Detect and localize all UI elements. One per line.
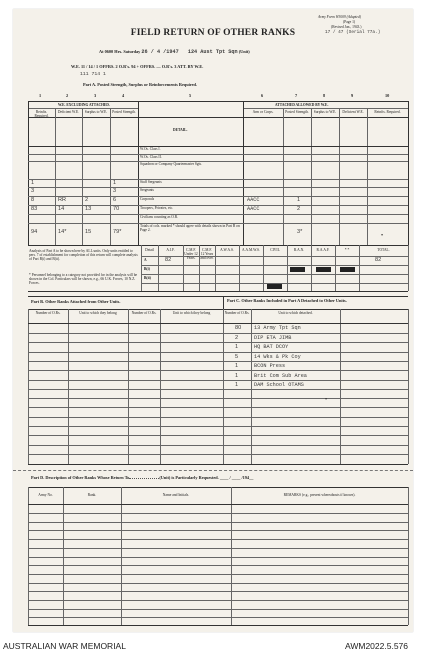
detail-label: Civilians counting as O.R. xyxy=(140,215,179,219)
detail-label: Troopers, Privates, etc. xyxy=(140,206,174,210)
part-b-column-header: Unit to which they belong xyxy=(172,311,211,315)
left-column-header: Posted Strength. xyxy=(112,110,136,114)
column-number: 4 xyxy=(122,93,125,98)
we-line: W.E. 11 / 14 / 1 OFFRS. 2 O.R's. 94 + OFFRS. — O.R's. 3 ATT. BY W.E. xyxy=(71,64,204,69)
analysis-column-header: A.A.M.W.S. xyxy=(242,248,260,252)
analysis-column-header: A.W.A.S. xyxy=(220,248,234,252)
column-number: 2 xyxy=(66,93,69,98)
part-c-title: Part C. Other Ranks Included in Part A Detached to Other Units. xyxy=(227,298,347,303)
right-column-header: Deficient W.E. xyxy=(342,110,364,114)
redaction-block xyxy=(340,267,355,272)
part-b-column-header: Number of O.Rs. xyxy=(131,311,157,315)
detail-label: Staff Sergeants xyxy=(140,180,162,184)
part-b-column-header: Unit to which they belong xyxy=(79,311,117,315)
unit-name: 124 Aust Tpt Sqn xyxy=(187,49,238,55)
redaction-block xyxy=(316,267,331,272)
cell-value: 1 xyxy=(31,180,35,186)
right-column-header: Reinfts. Required. xyxy=(374,110,401,114)
detached-unit: HQ BAT DCOY xyxy=(254,344,289,350)
part-d-column-header: REMARKS (e.g., present whereabouts if known). xyxy=(283,493,356,497)
detail-label: W.Os. Class II. xyxy=(140,155,162,159)
detail-label: Sergeants xyxy=(140,188,154,192)
analysis-total-value: 82 xyxy=(375,257,382,263)
part-c-column-header: Unit to which detached. xyxy=(278,311,313,315)
part-d-column-header: Rank. xyxy=(87,493,97,497)
analysis-row-label: B(ii) xyxy=(144,276,151,280)
attached-posted-strength: 3* xyxy=(297,229,303,235)
left-group-header: W.E. EXCLUDING ATTACHED. xyxy=(58,103,110,107)
analysis-row-label: A xyxy=(144,258,147,262)
part-a-title: Part A. Posted Strength, Surplus or Reinforcements Required. xyxy=(83,82,198,87)
part-b-column-header: Number of O.Rs. xyxy=(35,311,61,315)
column-number: 9 xyxy=(351,93,354,98)
detached-count: 1 xyxy=(235,372,239,379)
analysis-column-header: TOTAL. xyxy=(377,248,390,252)
detached-unit: BCON Press xyxy=(254,363,286,369)
analysis-column-header: C.M.F. Under 12 Years. xyxy=(184,248,198,260)
cell-value: 94 xyxy=(31,229,38,235)
cell-value: 14* xyxy=(58,229,67,235)
column-number: 1 xyxy=(39,93,42,98)
attached-posted-strength: 1 xyxy=(297,197,301,203)
cell-value: 13 xyxy=(85,206,92,212)
redaction-block xyxy=(290,267,305,272)
column-number: 3 xyxy=(94,93,97,98)
detail-label: Corporals xyxy=(140,197,155,201)
cell-value: 6 xyxy=(113,197,117,203)
right-column-header: Posted Strength. xyxy=(285,110,309,114)
detached-count: 80 xyxy=(235,325,242,331)
footer-credit: AUSTRALIAN WAR MEMORIAL xyxy=(3,641,126,651)
form-page xyxy=(13,9,413,632)
part-b-title: Part B. Other Ranks Attached from Other Units. xyxy=(31,299,121,304)
detached-unit: Brit Com Sub Area xyxy=(254,372,307,379)
detail-label: W.Os. Class I. xyxy=(140,147,161,151)
analysis-column-header: A.I.F. xyxy=(166,248,175,252)
detached-count: 5 xyxy=(235,353,239,360)
right-column-header: Surplus to W.E. xyxy=(313,110,337,114)
cell-value: 14 xyxy=(58,206,65,212)
detail-label: Totals of cols. marked * should agree with details shown in Part B on Page 2. xyxy=(140,224,240,233)
analysis-column-header: Detail xyxy=(145,248,154,252)
analysis-column-header: C.M.F. 12 Years and over. xyxy=(200,248,214,260)
right-column-header: Arm or Corps. xyxy=(252,110,274,114)
detached-unit: 14 Wks & Pk Coy xyxy=(254,353,301,360)
part-d-title: Part D. Description of Other Ranks Whose Return To (Unit) is Particularly Requested. ____ / ____ /194__ xyxy=(31,475,254,480)
left-column-header: Reinfts. Required. xyxy=(34,110,49,118)
cell-value: 83 xyxy=(31,206,38,212)
analysis-column-header: R.A.N. xyxy=(293,248,305,252)
part-d-column-header: Army No. xyxy=(38,493,53,497)
analysis-note: Analysis of Part A to be shown here by ALL units. Only units entitled to pers. 7 of establishment for completion of this return will complete analysis of Part B(i) and B(ii). xyxy=(29,249,138,261)
detached-unit: DAM School OTAMS xyxy=(254,382,304,388)
return-date: 26 / 4 /1947 xyxy=(141,49,179,55)
footer-catalogue-number: AWM2022.5.576 xyxy=(345,641,408,651)
attached-posted-strength: 2 xyxy=(297,206,301,212)
part-c-column-header: Number of O.Rs. xyxy=(224,311,250,315)
detached-count: 1 xyxy=(235,382,239,388)
page-label: (Page 1) xyxy=(343,20,356,24)
column-number: 7 xyxy=(295,93,298,98)
column-number: 6 xyxy=(261,93,264,98)
analysis-footnote: * Personnel belonging to a category not provided for in the analysis will be shown in the Col. Particulars will be shown, e.g., 66 U.K. Forces, 10 N.Z. Forces. xyxy=(29,273,138,285)
analysis-row-label: B(i) xyxy=(144,267,150,271)
form-title: FIELD RETURN OF OTHER RANKS xyxy=(130,28,296,38)
cell-value: RR xyxy=(58,197,67,203)
analysis-column-header: R.A.A.F. xyxy=(316,248,330,252)
cell-value: 79* xyxy=(113,229,122,235)
detached-count: 2 xyxy=(235,334,239,341)
right-group-header: ATTACHED ALLOWED BY W.E. xyxy=(275,103,329,107)
redaction-block xyxy=(267,284,282,289)
we-subline: 111 714 1 xyxy=(80,72,106,77)
form-reference: Army Form W3009 (Adapted) xyxy=(318,15,362,19)
cell-value: 3 xyxy=(113,188,117,194)
cell-value: 15 xyxy=(85,229,92,235)
part-d-column-header: Name and Initials. xyxy=(162,493,190,497)
cell-value: 3 xyxy=(31,188,35,194)
time-line: At 0600 Hrs. Saturday 26 / 4 /1947 124 Aust Tpt Sqn (Unit) xyxy=(99,49,250,55)
column-number: 10 xyxy=(385,93,390,98)
cell-value: 1 xyxy=(113,180,117,186)
revised-note: (Revised Jan., 1943.) xyxy=(331,25,362,29)
detail-header: DETAIL. xyxy=(173,128,188,132)
detail-label: Squadron or Company Quartermaster Sgts. xyxy=(140,162,202,166)
perforation-line xyxy=(13,470,413,471)
arm-or-corps: AACC xyxy=(247,206,260,212)
column-number: 5 xyxy=(189,93,192,98)
cell-value: 70 xyxy=(113,206,120,212)
detached-count: 1 xyxy=(235,363,239,369)
left-column-header: Deficient W.E. xyxy=(57,110,80,114)
bullet-mark: • xyxy=(381,233,384,239)
detached-unit: 13 Army Tpt Sqn xyxy=(254,325,301,331)
bullet-mark: • xyxy=(325,397,328,403)
analysis-aif-value: 82 xyxy=(165,257,172,263)
column-number: 8 xyxy=(323,93,326,98)
analysis-column-header: CIVIL xyxy=(270,248,280,252)
serial-number: 17 / 47 (Serial 77a.) xyxy=(325,30,381,35)
cell-value: 2 xyxy=(85,197,89,203)
analysis-column-header: * * xyxy=(344,248,350,252)
detached-count: 1 xyxy=(235,344,239,350)
arm-or-corps: AACC xyxy=(247,197,260,203)
left-column-header: Surplus to W.E. xyxy=(84,110,108,114)
detached-unit: DIP ETA JIMB xyxy=(254,334,292,341)
cell-value: 8 xyxy=(31,197,35,203)
